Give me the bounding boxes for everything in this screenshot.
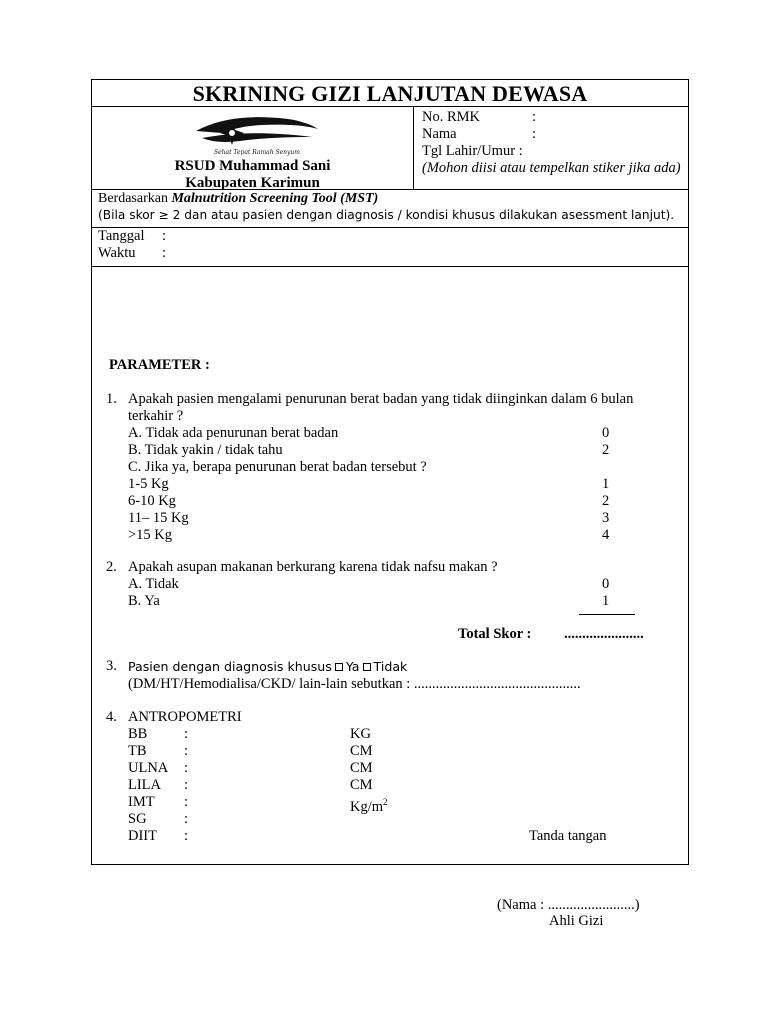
- hospital-city: Kabupaten Karimun: [185, 175, 320, 191]
- anthro-imt-sep: :: [184, 794, 189, 810]
- mst-rule: (Bila skor ≥ 2 dan atau pasien dengan diagnosis / kondisi khusus dilakukan asessment lanjut).: [98, 208, 675, 222]
- total-score-label: Total Skor :: [458, 626, 532, 642]
- patient-field-nama: Nama :: [422, 126, 537, 142]
- q1-option-over-15: >15 Kg: [128, 527, 173, 543]
- date-time-section: [92, 228, 688, 267]
- anthro-ulna-unit: CM: [350, 760, 373, 776]
- anthro-imt-unit: $Kg/m^2$: [350, 797, 388, 815]
- tanggal-field: Tanggal :: [98, 228, 167, 244]
- q2-text: Apakah asupan makanan berkurang karena tidak nafsu makan ?: [128, 559, 498, 575]
- anthro-lila-sep: :: [184, 777, 189, 793]
- anthro-bb-label: BB: [128, 726, 148, 742]
- anthro-sg-label: SG: [128, 811, 147, 827]
- q3-ya-checkbox[interactable]: [335, 663, 343, 671]
- score-sum-line: [579, 614, 635, 615]
- anthro-lila-label: LILA: [128, 777, 162, 793]
- mst-prefix: Berdasarkan: [98, 191, 168, 206]
- anthro-bb-sep: :: [184, 726, 189, 742]
- q1-score-b: 2: [602, 442, 610, 458]
- form-title: SKRINING GIZI LANJUTAN DEWASA: [92, 80, 688, 107]
- q1-option-b: B. Tidak yakin / tidak tahu: [128, 442, 283, 458]
- form-header: [92, 107, 688, 190]
- q1-option-c: C. Jika ya, berapa penurunan berat badan tersebut ?: [128, 459, 427, 475]
- anthro-bb-unit: KG: [350, 726, 371, 742]
- q3-text: Pasien dengan diagnosis khusus Ya Tidak: [128, 659, 408, 674]
- q4-title: ANTROPOMETRI: [128, 709, 242, 725]
- patient-field-tgl-lahir: Tgl Lahir/Umur :: [422, 143, 523, 159]
- q1-score-a: 0: [602, 425, 610, 441]
- signature-role: Ahli Gizi: [549, 913, 604, 929]
- parameter-label: PARAMETER :: [109, 357, 210, 373]
- q3-number: 3.: [106, 658, 117, 674]
- hospital-name: RSUD Muhammad Sani: [174, 158, 331, 174]
- q4-number: 4.: [106, 709, 117, 725]
- patient-note: (Mohon diisi atau tempelkan stiker jika ada): [422, 160, 681, 176]
- q3-line2: (DM/HT/Hemodialisa/CKD/ lain-lain sebutkan : ..............................................: [128, 676, 581, 692]
- mst-tool: Malnutrition Screening Tool (MST): [171, 191, 379, 206]
- signature-name-line: (Nama : ........................): [497, 897, 640, 913]
- anthro-tb-sep: :: [184, 743, 189, 759]
- q1-option-a: A. Tidak ada penurunan berat badan: [128, 425, 339, 441]
- anthro-sg-sep: :: [184, 811, 189, 827]
- q1-number: 1.: [106, 391, 117, 407]
- q1-score-6-10: 2: [602, 493, 610, 509]
- mst-section: [92, 190, 688, 228]
- q1-option-11-15: 11– 15 Kg: [128, 510, 189, 526]
- anthro-lila-unit: CM: [350, 777, 373, 793]
- patient-identity: [422, 109, 684, 177]
- anthro-ulna-sep: :: [184, 760, 189, 776]
- hospital-block: [92, 107, 414, 189]
- anthro-diit-sep: :: [184, 828, 189, 844]
- q1-score-1-5: 1: [602, 476, 610, 492]
- q2-number: 2.: [106, 559, 117, 575]
- q1-text-line1: Apakah pasien mengalami penurunan berat badan yang tidak diinginkan dalam 6 bulan: [128, 391, 634, 407]
- q2-score-b: 1: [602, 593, 610, 609]
- patient-field-rmk: No. RMK :: [422, 109, 537, 125]
- q2-option-a: A. Tidak: [128, 576, 179, 592]
- anthro-diit-label: DIIT: [128, 828, 157, 844]
- q1-score-over-15: 4: [602, 527, 610, 543]
- waktu-field: Waktu :: [98, 245, 167, 261]
- q1-option-6-10: 6-10 Kg: [128, 493, 176, 509]
- anthro-tb-label: TB: [128, 743, 147, 759]
- anthro-tb-unit: CM: [350, 743, 373, 759]
- logo-caption: Sehat Tepat Ramah Senyum: [214, 149, 300, 156]
- q1-score-11-15: 3: [602, 510, 610, 526]
- q2-score-a: 0: [602, 576, 610, 592]
- screening-form: [91, 79, 689, 929]
- q2-option-b: B. Ya: [128, 593, 160, 609]
- total-score-value: ......................: [564, 626, 644, 642]
- q3-tidak-checkbox[interactable]: [363, 663, 371, 671]
- anthro-imt-label: IMT: [128, 794, 155, 810]
- signature-label: Tanda tangan: [529, 828, 607, 844]
- q1-text-line2: terkahir ?: [128, 408, 184, 424]
- q1-option-1-5: 1-5 Kg: [128, 476, 169, 492]
- hospital-logo-icon: [192, 111, 322, 157]
- anthro-ulna-label: ULNA: [128, 760, 169, 776]
